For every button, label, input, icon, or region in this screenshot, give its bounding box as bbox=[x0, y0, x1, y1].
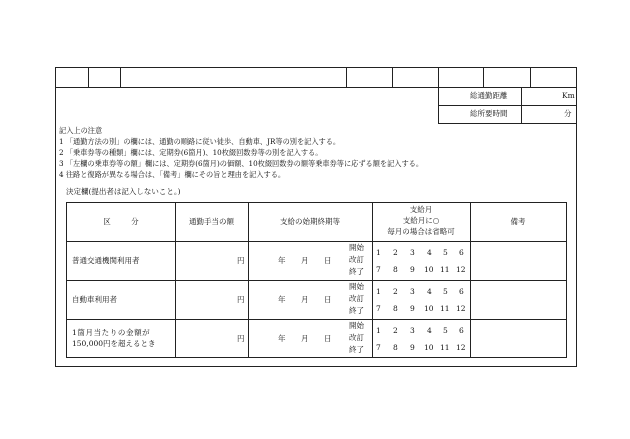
form-frame bbox=[55, 67, 577, 367]
month-10: 10 bbox=[424, 343, 434, 352]
row-line bbox=[67, 241, 566, 242]
row-year: 年 bbox=[278, 334, 286, 343]
month-5: 5 bbox=[443, 287, 448, 296]
decision-table bbox=[66, 202, 567, 358]
row-yen: 円 bbox=[237, 334, 245, 343]
top-divider bbox=[120, 68, 121, 87]
status-revise: 改訂 bbox=[349, 294, 364, 303]
month-2: 2 bbox=[393, 326, 398, 335]
row-month: 月 bbox=[301, 334, 309, 343]
month-2: 2 bbox=[393, 248, 398, 257]
status-start: 開始 bbox=[349, 243, 364, 252]
month-4: 4 bbox=[427, 287, 432, 296]
month-5: 5 bbox=[443, 326, 448, 335]
note-item: 2 「乗車券等の種類」欄には、定期券(6箇月)、10枚綴回数券等の別を記入する。 bbox=[59, 148, 323, 157]
month-4: 4 bbox=[427, 248, 432, 257]
status-end: 終了 bbox=[349, 345, 364, 354]
row-category-line2: 150,000円を超えるとき bbox=[72, 339, 156, 348]
month-7: 7 bbox=[376, 304, 381, 313]
month-11: 11 bbox=[440, 265, 450, 274]
note-item: 3 「左欄の乗車券等の額」欄には、定期券(6箇月)の価額、10枚綴回数券の額等乗車券等に応ずる額を記入する。 bbox=[59, 159, 424, 168]
top-divider bbox=[530, 68, 531, 87]
month-9: 9 bbox=[410, 265, 415, 274]
month-3: 3 bbox=[410, 287, 415, 296]
month-8: 8 bbox=[393, 343, 398, 352]
month-11: 11 bbox=[440, 343, 450, 352]
row-year: 年 bbox=[278, 256, 286, 265]
month-2: 2 bbox=[393, 287, 398, 296]
month-7: 7 bbox=[376, 265, 381, 274]
header-period: 支給の始期終期等 bbox=[280, 217, 340, 226]
row-line bbox=[67, 280, 566, 281]
header-amount: 通勤手当の額 bbox=[189, 217, 234, 226]
row-day: 日 bbox=[324, 256, 332, 265]
month-1: 1 bbox=[376, 287, 381, 296]
month-11: 11 bbox=[440, 304, 450, 313]
status-start: 開始 bbox=[349, 282, 364, 291]
header-month-line3: 毎月の場合は省略可 bbox=[387, 227, 455, 236]
header-category: 区 分 bbox=[103, 217, 139, 226]
total-distance-label: 総通勤距離 bbox=[470, 91, 508, 100]
status-revise: 改訂 bbox=[349, 333, 364, 342]
row-year: 年 bbox=[278, 295, 286, 304]
row-yen: 円 bbox=[237, 295, 245, 304]
top-divider bbox=[88, 68, 89, 87]
top-row-bottom-line bbox=[56, 87, 576, 88]
month-1: 1 bbox=[376, 326, 381, 335]
status-revise: 改訂 bbox=[349, 255, 364, 264]
month-6: 6 bbox=[459, 248, 464, 257]
row-month: 月 bbox=[301, 256, 309, 265]
note-item: 1 「通勤方法の別」の欄には、通勤の順路に従い徒歩、自動車、JR等の別を記入する。 bbox=[59, 137, 341, 146]
month-7: 7 bbox=[376, 343, 381, 352]
total-distance-unit: Km bbox=[562, 91, 575, 100]
top-divider bbox=[392, 68, 393, 87]
notes-title: 記入上の注意 bbox=[59, 126, 103, 135]
decision-title: 決定欄(提出者は記入しないこと。) bbox=[66, 187, 181, 196]
row-category: 自動車利用者 bbox=[72, 295, 117, 304]
header-month-line1: 支給月 bbox=[409, 205, 433, 214]
status-end: 終了 bbox=[349, 306, 364, 315]
status-start: 開始 bbox=[349, 321, 364, 330]
month-9: 9 bbox=[410, 304, 415, 313]
month-6: 6 bbox=[459, 326, 464, 335]
total-time-label: 総所要時間 bbox=[470, 109, 508, 118]
month-12: 12 bbox=[456, 304, 466, 313]
month-12: 12 bbox=[456, 265, 466, 274]
header-remarks: 備考 bbox=[510, 217, 526, 226]
top-divider bbox=[346, 68, 347, 87]
month-8: 8 bbox=[393, 265, 398, 274]
row-day: 日 bbox=[324, 334, 332, 343]
month-12: 12 bbox=[456, 343, 466, 352]
month-4: 4 bbox=[427, 326, 432, 335]
row-month: 月 bbox=[301, 295, 309, 304]
month-1: 1 bbox=[376, 248, 381, 257]
row-yen: 円 bbox=[237, 256, 245, 265]
month-3: 3 bbox=[410, 248, 415, 257]
header-month-line2: 支給月に○ bbox=[402, 216, 440, 225]
total-time-unit: 分 bbox=[564, 109, 572, 118]
row-category: 普通交通機関利用者 bbox=[72, 256, 140, 265]
status-end: 終了 bbox=[349, 267, 364, 276]
row-line bbox=[67, 319, 566, 320]
month-3: 3 bbox=[410, 326, 415, 335]
row-day: 日 bbox=[324, 295, 332, 304]
summary-mid-line-h bbox=[438, 105, 576, 106]
row-category-line1: 1箇月当たりの金額が bbox=[72, 328, 151, 337]
month-5: 5 bbox=[443, 248, 448, 257]
note-item: 4 往路と復路が異なる場合は、「備考」欄にその旨と理由を記入する。 bbox=[59, 170, 286, 179]
top-divider bbox=[483, 68, 484, 87]
month-9: 9 bbox=[410, 343, 415, 352]
summary-bottom-line bbox=[438, 123, 576, 124]
month-6: 6 bbox=[459, 287, 464, 296]
month-10: 10 bbox=[424, 265, 434, 274]
month-10: 10 bbox=[424, 304, 434, 313]
month-8: 8 bbox=[393, 304, 398, 313]
top-divider bbox=[438, 68, 439, 87]
